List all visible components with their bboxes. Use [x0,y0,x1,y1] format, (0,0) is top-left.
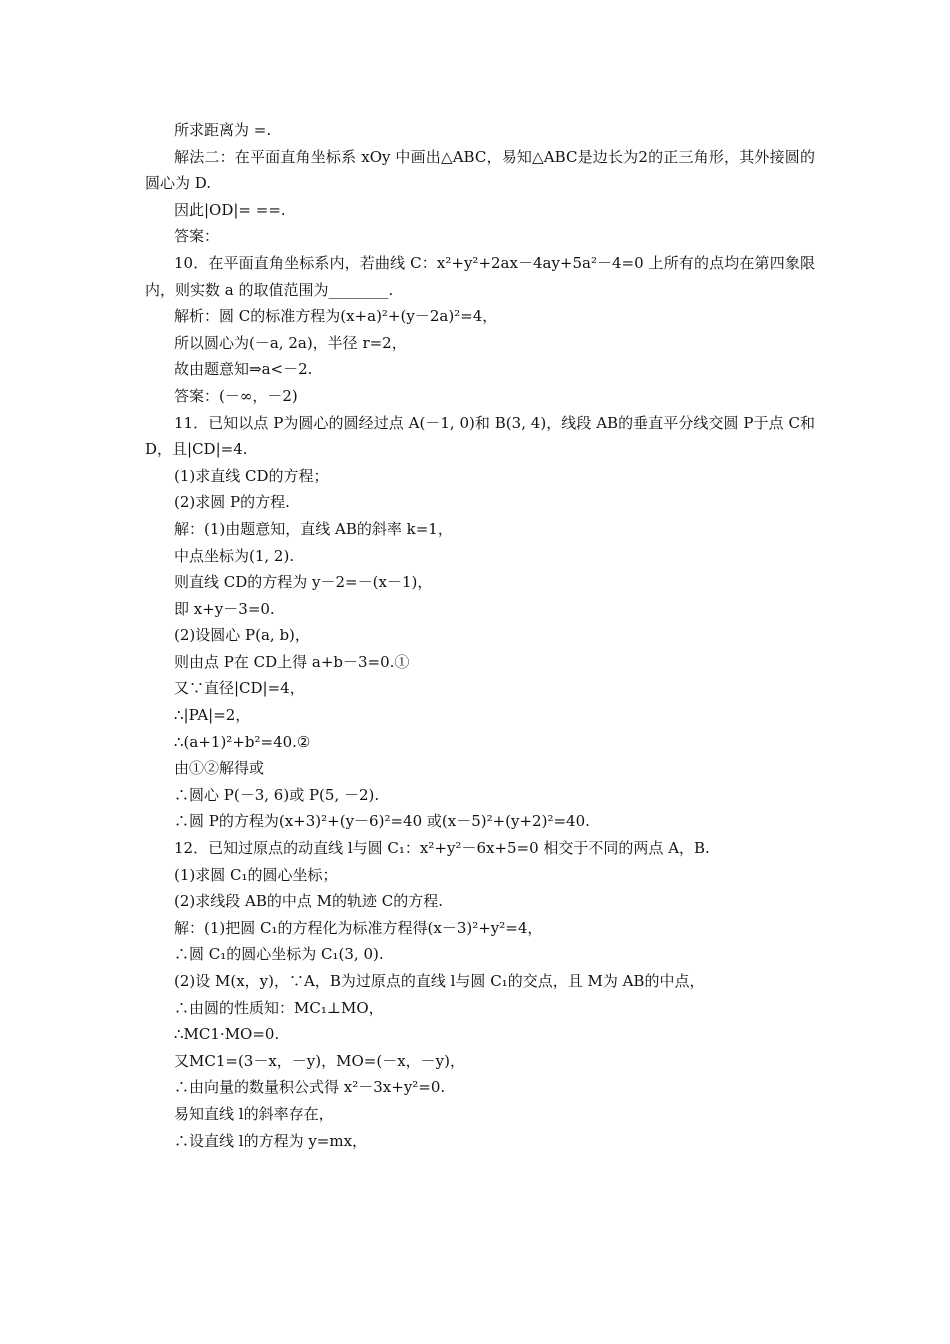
text-line: 即 x+y－3=0. [174,599,275,618]
problem-12: 12．已知过原点的动直线 l与圆 C₁：x²+y²－6x+5=0 相交于不同的两点 A，B. [174,839,710,858]
problem-11: 11．已知以点 P为圆心的圆经过点 A(－1, 0)和 B(3, 4)，线段 AB的垂直平分线交圆 P于点 C和 D，且|CD|=4. [145,413,815,459]
text-line: ∴MC1·MO=0. [174,1025,280,1044]
text-line: ∴(a+1)²+b²=40.② [174,732,311,751]
text-line: 因此|OD|= ==. [174,200,286,219]
text-line: (2)设 M(x，y)，∵A，B为过原点的直线 l与圆 C₁的交点，且 M为 AB的中点， [174,972,705,990]
text-line: ∴圆 C₁的圆心坐标为 C₁(3, 0). [174,945,384,964]
text-line: 答案：(－∞，－2) [174,386,298,405]
text-line: ∴圆心 P(－3, 6)或 P(5, －2). [174,785,380,804]
text-line: ∴圆 P的方程为(x+3)²+(y－6)²=40 或(x－5)²+(y+2)²=40. [174,812,590,831]
text-line: 则直线 CD的方程为 y－2=－(x－1)， [174,573,433,592]
text-line: ∴由向量的数量积公式得 x²－3x+y²=0. [174,1078,446,1097]
text-paragraph: 解法二：在平面直角坐标系 xOy 中画出△ABC，易知△ABC是边长为2的正三角形，其外接圆的圆心为 D. [145,147,815,193]
text-line: 由①②解得或 [174,759,265,778]
text-line: 所求距离为 =. [174,121,272,139]
text-line: (2)设圆心 P(a, b)， [174,626,310,645]
document-body [145,117,815,1154]
text-line: ∴|PA|=2， [174,706,251,725]
text-line: 所以圆心为(－a, 2a)，半径 r=2， [174,333,407,352]
text-line: ∴设直线 l的方程为 y=mx， [174,1131,368,1150]
text-line: (2)求线段 AB的中点 M的轨迹 C的方程. [174,892,444,911]
text-line: 解析：圆 C的标准方程为(x+a)²+(y－2a)²=4， [174,307,498,326]
text-line: 故由题意知⇒a<－2. [174,360,313,379]
text-line: 解：(1)把圆 C₁的方程化为标准方程得(x－3)²+y²=4， [174,918,543,937]
problem-10: 10．在平面直角坐标系内，若曲线 C：x²+y²+2ax－4ay+5a²－4=0 上所有的点均在第四象限内，则实数 a 的取值范围为________. [145,253,815,299]
text-line: 又∵直径|CD|=4， [174,679,305,698]
text-line: ∴由圆的性质知：MC₁⊥MO， [174,998,384,1017]
text-line: 中点坐标为(1, 2). [174,546,295,565]
text-line: 易知直线 l的斜率存在， [174,1104,334,1123]
text-line: (1)求直线 CD的方程； [174,466,329,485]
text-line: 又MC1=(3－x，－y)，MO=(－x，－y)， [174,1051,465,1070]
text-line: 则由点 P在 CD上得 a+b－3=0.① [174,652,410,671]
text-line: 答案： [174,227,220,246]
text-line: 解：(1)由题意知，直线 AB的斜率 k=1， [174,519,453,538]
text-line: (1)求圆 C₁的圆心坐标； [174,865,338,884]
text-line: (2)求圆 P的方程. [174,493,290,512]
